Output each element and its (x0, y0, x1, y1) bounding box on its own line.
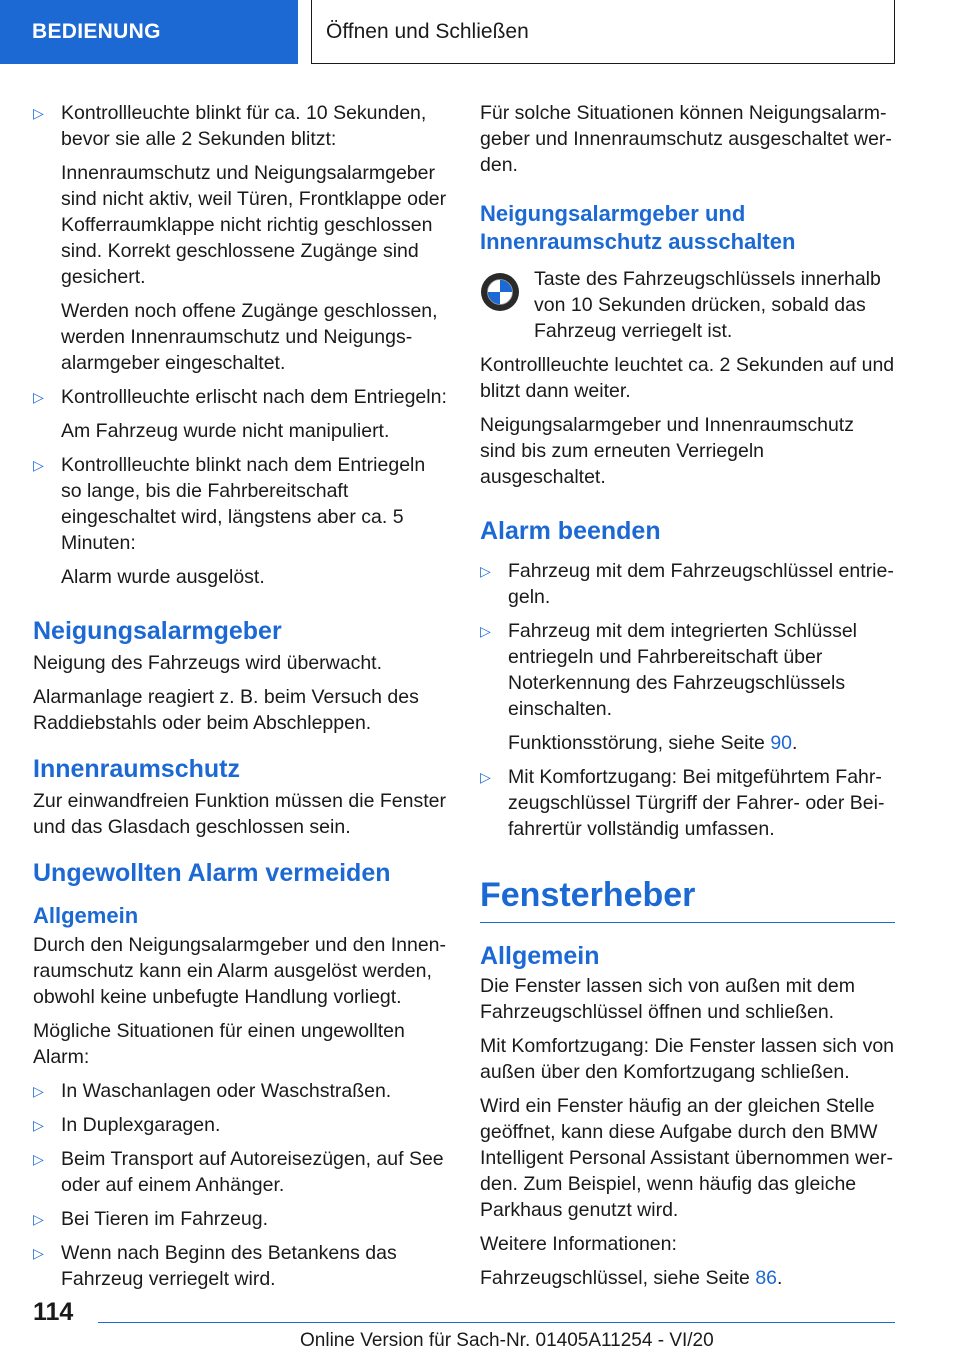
paragraph: Mögliche Situationen für einen ungewollten Alarm: (33, 1020, 405, 1068)
heading-neigungsalarmgeber: Neigungsalarmgeber (33, 617, 282, 645)
bullet-icon: ▷ (33, 1083, 44, 1099)
cross-reference: Fahrzeugschlüssel, siehe Seite 86. (480, 1267, 783, 1289)
page-number: 114 (33, 1298, 74, 1326)
page-link-86[interactable]: 86 (755, 1267, 778, 1289)
paragraph: Kontrollleuchte leuchtet ca. 2 Sekunden auf und blitzt dann weiter. (480, 354, 895, 402)
left-column (33, 100, 448, 1300)
heading-fensterheber: Fensterheber (480, 874, 895, 923)
heading-allgemein: Allgemein (480, 942, 600, 970)
status-detail: Innenraumschutz und Neigungsalarmgeber sind nicht aktiv, weil Türen, Frontklappe oder Kofferraumklappe nicht richtig geschlossen sind. Korrekt geschlossene Zugänge sind gesichert. (61, 162, 447, 288)
status-detail: Am Fahrzeug wurde nicht manipuliert. (61, 420, 390, 442)
bullet-icon: ▷ (33, 1117, 44, 1133)
list-item-text: Fahrzeug mit dem Fahrzeugschlüssel entriegeln. (508, 560, 894, 608)
footer-online-version: Online Version für Sach-Nr. 01405A11254 - VI/20 (300, 1330, 714, 1351)
bullet-icon: ▷ (33, 1151, 44, 1167)
list-item (480, 764, 895, 842)
paragraph: Alarmanlage reagiert z. B. beim Versuch des Raddiebstahls oder beim Abschleppen. (33, 686, 419, 734)
list-item-text: In Duplexgaragen. (61, 1114, 221, 1136)
list-item-text: Fahrzeug mit dem integrierten Schlüssel entriegeln und Fahrbereitschaft über Noterkennung des Fahrzeugschlüssels einschalten. (508, 620, 857, 720)
list-item (33, 1078, 448, 1104)
heading-alarm-beenden: Alarm beenden (480, 517, 661, 545)
section-tab (0, 0, 298, 64)
paragraph: Die Fenster lassen sich von außen mit dem Fahrzeugschlüssel öffnen und schließen. (480, 975, 855, 1023)
footer-divider (98, 1322, 895, 1323)
bullet-icon: ▷ (33, 1211, 44, 1227)
bullet-icon: ▷ (480, 623, 491, 639)
list-item (33, 1146, 448, 1198)
list-item-text: In Waschanlagen oder Waschstraßen. (61, 1080, 392, 1102)
list-item-text: Bei Tieren im Fahrzeug. (61, 1208, 269, 1230)
heading-allgemein: Allgemein (33, 903, 139, 928)
paragraph: Neigungsalarmgeber und Innenraumschutz sind bis zum erneuten Verriegeln ausgeschaltet. (480, 414, 854, 488)
status-detail: Alarm wurde ausgelöst. (61, 566, 265, 588)
paragraph: Wird ein Fenster häufig an der gleichen Stelle geöffnet, kann diese Aufgabe durch den BMW Intelligent Personal Assistant übernommen werden. Zum Beispiel, wenn häufig das gleiche Parkhaus genutzt wird. (480, 1095, 893, 1221)
status-item (33, 452, 448, 556)
cross-reference-text: Funktionsstörung, siehe Seite (508, 732, 771, 754)
bullet-icon: ▷ (480, 563, 491, 579)
list-item-text: Mit Komfortzugang: Bei mitgeführtem Fahrzeugschlüssel Türgriff der Fahrer- oder Beifahrertür vollständig umfassen. (508, 766, 885, 840)
bullet-icon: ▷ (33, 389, 44, 405)
bullet-icon: ▷ (33, 105, 44, 121)
key-instruction (480, 266, 895, 352)
page-link-90[interactable]: 90 (770, 732, 793, 754)
paragraph: Mit Komfortzugang: Die Fenster lassen sich von außen über den Komfortzugang schließen. (480, 1035, 895, 1083)
cross-reference: Funktionsstörung, siehe Seite 90. (508, 732, 798, 754)
chapter-title: Öffnen und Schließen (326, 19, 529, 43)
status-text: Kontrollleuchte erlischt nach dem Entriegeln: (61, 386, 447, 408)
paragraph: Zur einwandfreien Funktion müssen die Fenster und das Glasdach geschlossen sein. (33, 790, 446, 838)
heading-ausschalten: Neigungsalarmgeber und Innenraumschutz ausschalten (480, 201, 796, 254)
chapter-header (311, 0, 895, 64)
cross-reference-text: Fahrzeugschlüssel, siehe Seite (480, 1267, 756, 1289)
section-label: BEDIENUNG (32, 20, 161, 43)
heading-innenraumschutz: Innenraumschutz (33, 755, 240, 783)
paragraph: Neigung des Fahrzeugs wird überwacht. (33, 652, 383, 674)
bmw-logo-icon (480, 272, 520, 312)
list-item (33, 1240, 448, 1292)
paragraph: Durch den Neigungsalarmgeber und den Innenraumschutz kann ein Alarm ausgelöst werden, obwohl keine unbefugte Handlung vorliegt. (33, 934, 447, 1008)
status-text: Kontrollleuchte blinkt nach dem Entriegeln so lange, bis die Fahrbereitschaft eingeschaltet wird, längstens aber ca. 5 Minuten: (61, 454, 426, 554)
heading-ungewollten-alarm: Ungewollten Alarm vermeiden (33, 859, 391, 887)
list-item (480, 618, 895, 722)
paragraph: Weitere Informationen: (480, 1233, 677, 1255)
paragraph: Taste des Fahrzeugschlüssels innerhalb von 10 Sekunden drücken, sobald das Fahrzeug verriegelt ist. (534, 268, 881, 342)
status-item (33, 384, 448, 410)
status-item (33, 100, 448, 152)
spacer (480, 850, 895, 874)
list-item (480, 558, 895, 610)
status-detail: Werden noch offene Zugänge geschlossen, werden Innenraumschutz und Neigungsalarmgeber eingeschaltet. (61, 300, 438, 374)
list-item (33, 1206, 448, 1232)
paragraph: Für solche Situationen können Neigungsalarmgeber und Innenraumschutz ausgeschaltet werden. (480, 102, 892, 176)
list-item-text: Wenn nach Beginn des Betankens das Fahrzeug verriegelt wird. (61, 1242, 397, 1290)
list-item (33, 1112, 448, 1138)
bullet-icon: ▷ (33, 457, 44, 473)
bullet-icon: ▷ (480, 769, 491, 785)
bullet-icon: ▷ (33, 1245, 44, 1261)
right-column (480, 100, 895, 1299)
list-item-text: Beim Transport auf Autoreisezügen, auf See oder auf einem Anhänger. (61, 1148, 444, 1196)
status-text: Kontrollleuchte blinkt für ca. 10 Sekunden, bevor sie alle 2 Sekunden blitzt: (61, 102, 427, 150)
